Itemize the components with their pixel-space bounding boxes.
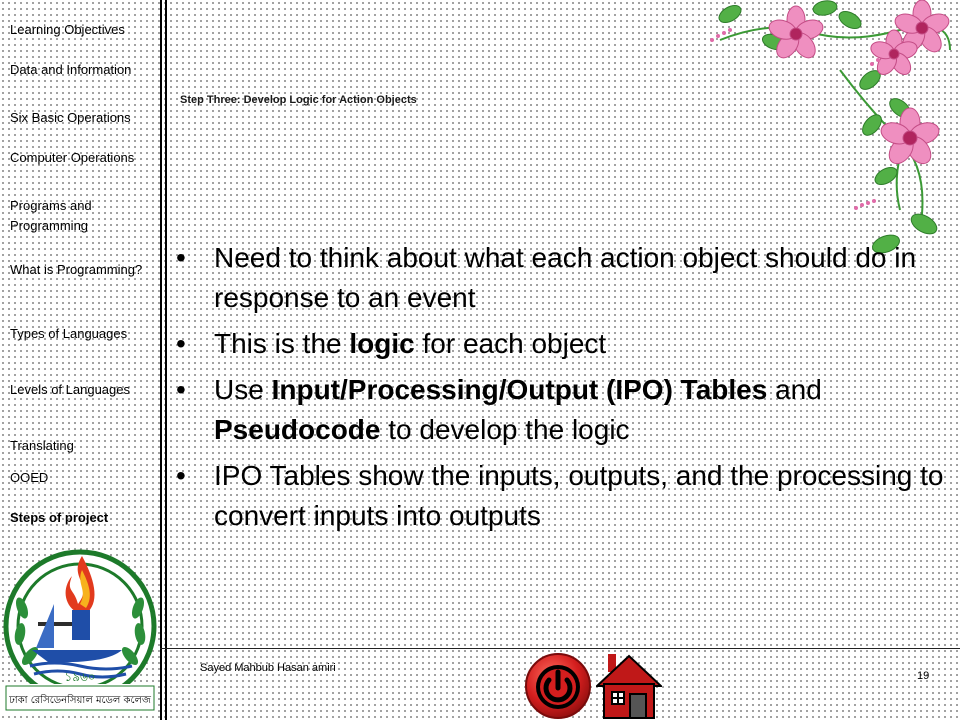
- bullet-list: [174, 238, 946, 542]
- sidebar-item-ooed[interactable]: OOED: [10, 470, 49, 485]
- page-number: 19: [917, 670, 930, 682]
- footer-divider: [160, 648, 960, 649]
- logo-year: ১৯৬০: [64, 670, 96, 684]
- bullet-item: • Use Input/Processing/Output (IPO) Tables and Pseudocode to develop the logic: [174, 370, 946, 450]
- college-logo: [2, 548, 158, 712]
- flower-decoration: [700, 0, 960, 260]
- sidebar-nav: [0, 0, 160, 720]
- sidebar-divider-right: [165, 0, 167, 720]
- author-name: Sayed Mahbub Hasan amiri: [200, 662, 336, 674]
- sidebar-item-types-of-languages[interactable]: Types of Languages: [10, 326, 128, 341]
- logo-motto: ঢাকা রেসিডেনসিয়াল মডেল কলেজ: [9, 695, 151, 706]
- sidebar-item-six-basic-operations[interactable]: Six Basic Operations: [10, 110, 131, 125]
- sidebar-item-programs-programming[interactable]: Programs and Programming: [10, 198, 92, 233]
- bullet-item: • IPO Tables show the inputs, outputs, and the processing to convert inputs into outputs: [174, 456, 946, 536]
- bullet-item: • This is the logic for each object: [174, 324, 946, 364]
- sidebar-item-learning-objectives[interactable]: Learning Objectives: [10, 22, 125, 37]
- sidebar-item-steps-of-project[interactable]: Steps of project: [10, 510, 109, 525]
- sidebar-item-translating[interactable]: Translating: [10, 438, 74, 453]
- sidebar-item-levels-of-languages[interactable]: Levels of Languages: [10, 382, 130, 397]
- power-icon[interactable]: [524, 652, 592, 720]
- sidebar-item-computer-operations[interactable]: Computer Operations: [10, 150, 135, 165]
- sidebar-item-what-is-programming[interactable]: What is Programming?: [10, 262, 143, 277]
- slide-title: Step Three: Develop Logic for Action Objects: [180, 94, 417, 106]
- sidebar-item-data-information[interactable]: Data and Information: [10, 62, 132, 77]
- bullet-item: • Need to think about what each action object should do in response to an event: [174, 238, 946, 318]
- home-icon[interactable]: [596, 652, 662, 720]
- sidebar-divider-left: [160, 0, 162, 720]
